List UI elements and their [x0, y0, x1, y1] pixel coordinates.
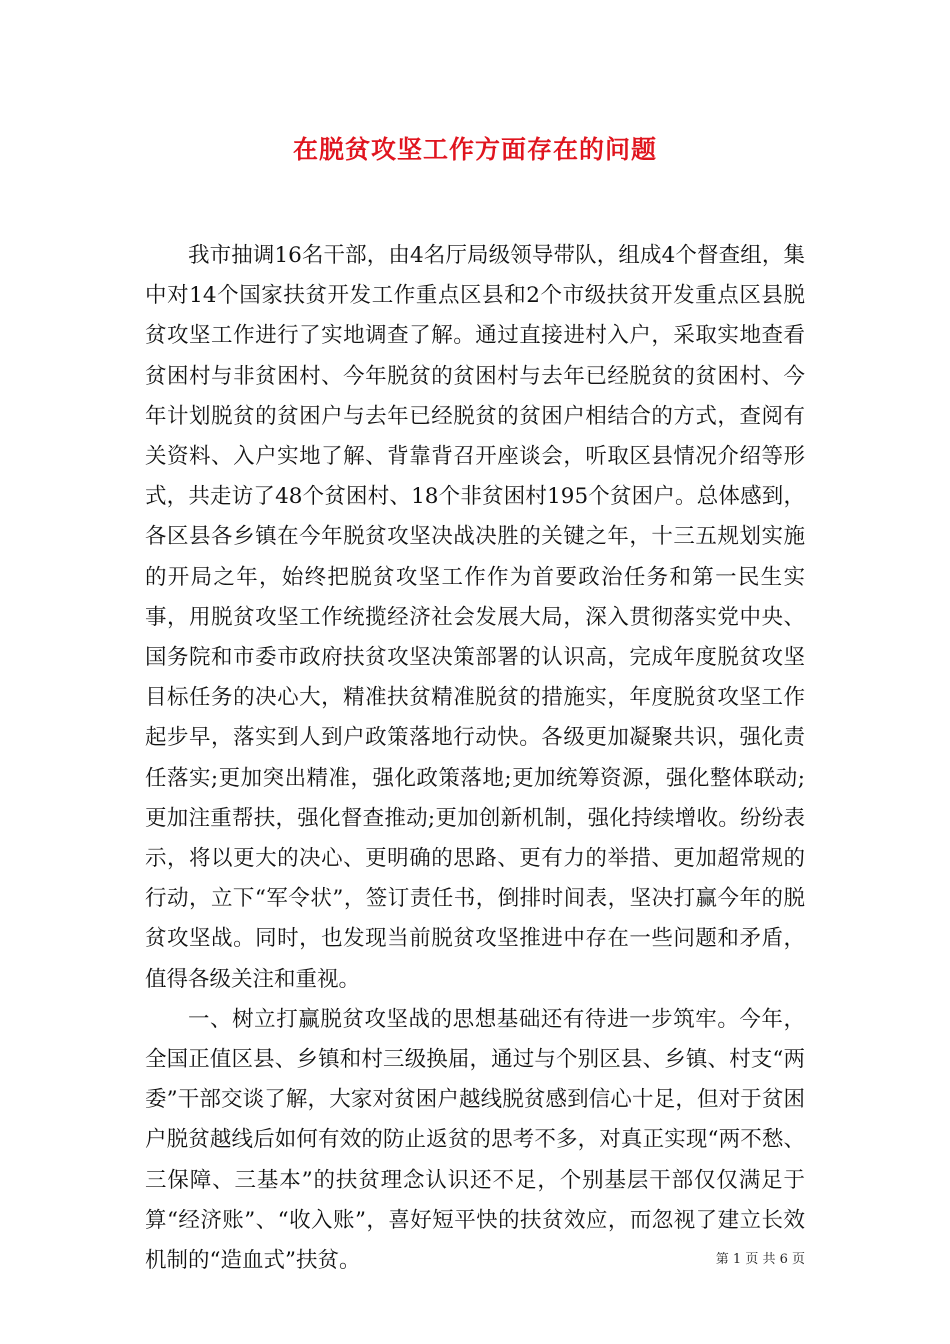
paragraph-intro: 我市抽调16名干部，由4名厅局级领导带队，组成4个督查组，集中对14个国家扶贫开发工作重点区县和2个市级扶贫开发重点区县脱贫攻坚工作进行了实地调查了解。通过直接进村入户，采取实地查看贫困村与非贫困村、今年脱贫的贫困村与去年已经脱贫的贫困村、今年计划脱贫的贫困户与去年已经脱贫的贫困户相结合的方式，查阅有关资料、入户实地了解、背靠背召开座谈会，听取区县情况介绍等形式，共走访了48个贫困村、18个非贫困村195个贫困户。总体感到，各区县各乡镇在今年脱贫攻坚决战决胜的关键之年，十三五规划实施的开局之年，始终把脱贫攻坚工作作为首要政治任务和第一民生实事，用脱贫攻坚工作统揽经济社会发展大局，深入贯彻落实党中央、国务院和市委市政府扶贫攻坚决策部署的认识高，完成年度脱贫攻坚目标任务的决心大，精准扶贫精准脱贫的措施实，年度脱贫攻坚工作起步早，落实到人到户政策落地行动快。各级更加凝聚共识，强化责任落实;更加突出精准，强化政策落地;更加统筹资源，强化整体联动;更加注重帮扶，强化督查推动;更加创新机制，强化持续增收。纷纷表示，将以更大的决心、更明确的思路、更有力的举措、更加超常规的行动，立下“军令状”，签订责任书，倒排时间表，坚决打赢今年的脱贫攻坚战。同时，也发现当前脱贫攻坚推进中存在一些问题和矛盾，值得各级关注和重视。	[145, 243, 805, 992]
document-title: 在脱贫攻坚工作方面存在的问题	[292, 135, 657, 164]
page-number: 第 1 页 共 6 页	[715, 1252, 805, 1267]
document-body	[145, 236, 805, 1281]
paragraph-section-one: 一、树立打赢脱贫攻坚战的思想基础还有待进一步筑牢。今年，全国正值区县、乡镇和村三级换届，通过与个别区县、乡镇、村支“两委”干部交谈了解，大家对贫困户越线脱贫感到信心十足，但对于贫困户脱贫越线后如何有效的防止返贫的思考不多，对真正实现“两不愁、三保障、三基本”的扶贫理念认识还不足，个别基层干部仅仅满足于算“经济账”、“收入账”，喜好短平快的扶贫效应，而忽视了建立长效机制的“造血式”扶贫。	[145, 1006, 805, 1274]
